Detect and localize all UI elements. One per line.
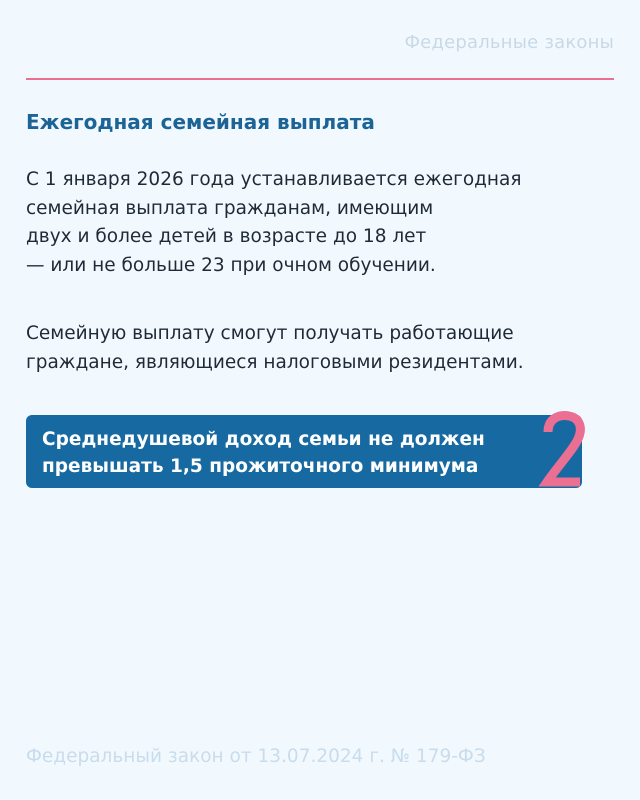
eligibility-paragraph [26, 320, 616, 377]
decorative-number-two [538, 408, 588, 490]
paragraph-line: граждане, являющиеся налоговыми резидентами. [26, 351, 524, 373]
paragraph-line: семейная выплата гражданам, имеющим [26, 197, 434, 219]
income-condition-callout [26, 415, 582, 488]
section-heading: Ежегодная семейная выплата [26, 110, 375, 134]
header-divider [26, 78, 614, 80]
paragraph-line: двух и более детей в возрасте до 18 лет [26, 226, 427, 247]
page-category-title: Федеральные законы [404, 32, 614, 53]
paragraph-line: С 1 января 2026 года устанавливается ежегодная [26, 169, 522, 190]
law-reference-footer: Федеральный закон от 13.07.2024 г. № 179-ФЗ [26, 746, 486, 767]
callout-line: превышать 1,5 прожиточного минимума [42, 456, 479, 477]
paragraph-line: Семейную выплату смогут получать работающие [26, 323, 514, 344]
paragraph-line: — или не больше 23 при очном обучении. [26, 254, 436, 276]
callout-line: Среднедушевой доход семьи не должен [42, 429, 485, 450]
intro-paragraph [26, 166, 616, 280]
